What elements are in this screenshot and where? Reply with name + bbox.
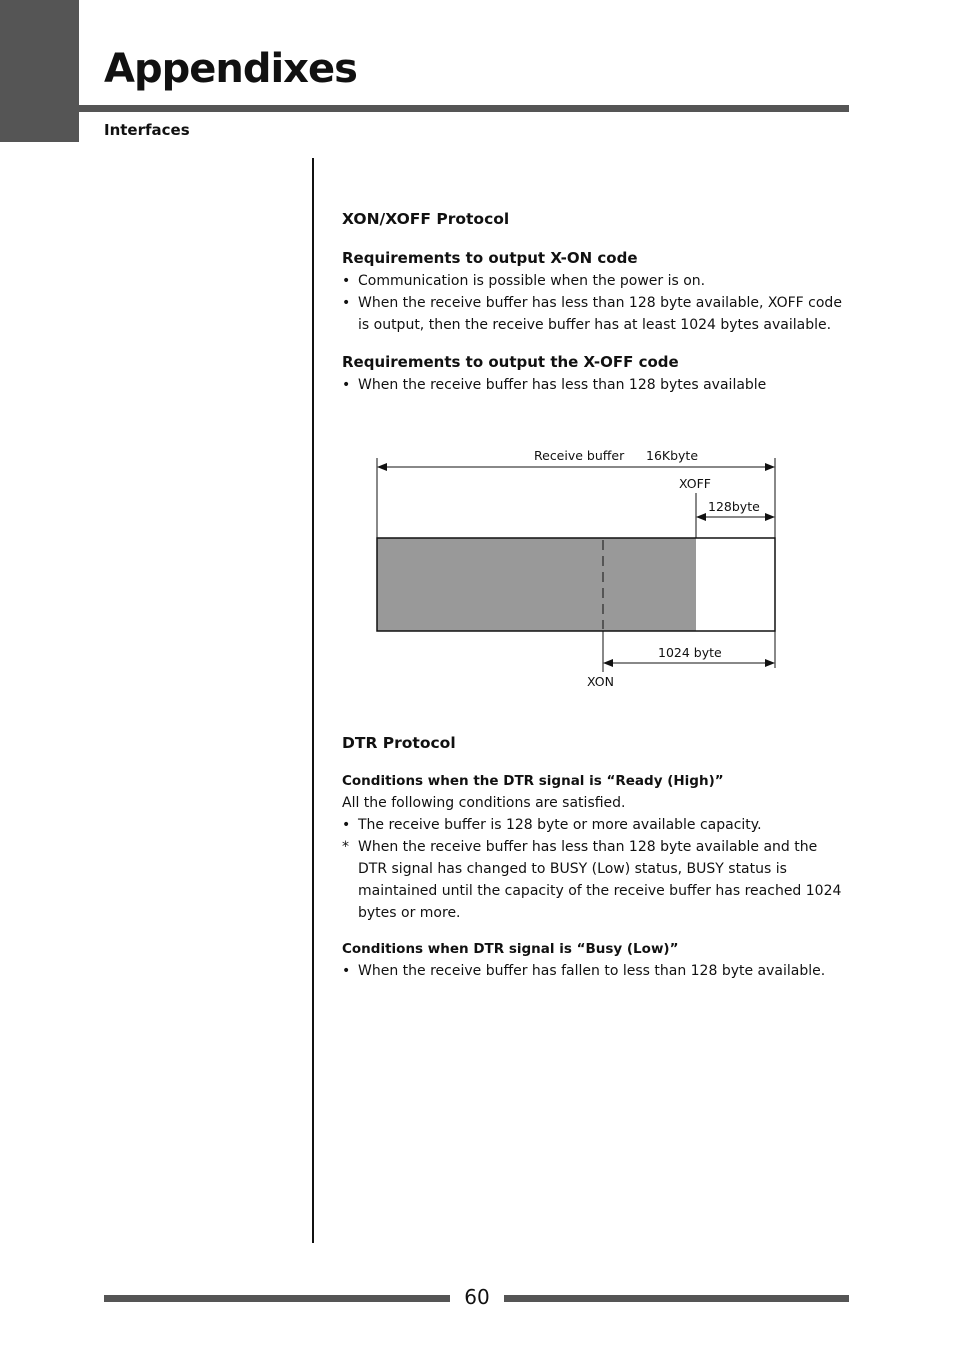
list-item: • When the receive buffer has less than 128 bytes available: [342, 374, 850, 396]
receive-buffer-label: Receive buffer: [534, 448, 625, 463]
dtr-heading: DTR Protocol: [342, 734, 456, 752]
dtr-busy-list: [342, 960, 850, 982]
xoff-requirements-heading: Requirements to output the X-OFF code: [342, 353, 679, 371]
asterisk-icon: *: [342, 839, 349, 855]
xon-requirements-heading: Requirements to output X-ON code: [342, 249, 638, 267]
title-rule: [79, 105, 849, 112]
page-title: Appendixes: [104, 46, 357, 92]
list-item: • When the receive buffer has less than 128 byte available, XOFF code is output, then the receive buffer has at least 1024 bytes available.: [342, 292, 850, 336]
corner-tab-block: [0, 0, 79, 142]
xon-requirements-list: [342, 270, 850, 336]
list-item: • The receive buffer is 128 byte or more available capacity.: [342, 814, 850, 836]
footer-rule-left: [104, 1295, 450, 1302]
column-divider: [312, 158, 314, 1243]
main-content: [342, 208, 850, 982]
xoff-label: XOFF: [679, 476, 711, 491]
list-item: • Communication is possible when the power is on.: [342, 270, 850, 292]
xoff-requirements-list: [342, 374, 850, 396]
footer-rule-right: [504, 1295, 849, 1302]
page-number: 60: [464, 1285, 490, 1309]
dtr-ready-list: [342, 814, 850, 924]
buffer-size-label: 16Kbyte: [646, 448, 699, 463]
xon-label: XON: [587, 674, 614, 689]
dtr-ready-heading: Conditions when the DTR signal is “Ready (High)”: [342, 773, 724, 789]
list-item: • When the receive buffer has fallen to less than 128 byte available.: [342, 960, 850, 982]
bullet-icon: •: [342, 377, 351, 393]
buffer-diagram: [342, 416, 850, 716]
filled-buffer-region: [377, 538, 696, 631]
bullet-icon: •: [342, 963, 351, 979]
bullet-icon: •: [342, 295, 351, 311]
xon-xoff-heading: XON/XOFF Protocol: [342, 210, 510, 228]
list-item: * When the receive buffer has less than 128 byte available and the DTR signal has changed to BUSY (Low) status, BUSY status is maintained until the capacity of the receive buffer has reached 1024 bytes or more.: [342, 836, 850, 924]
xoff-threshold-label: 128byte: [708, 499, 760, 514]
dtr-ready-intro: All the following conditions are satisfied.: [342, 795, 626, 811]
section-label: Interfaces: [104, 121, 190, 139]
xon-threshold-label: 1024 byte: [658, 645, 722, 660]
bullet-icon: •: [342, 817, 351, 833]
dtr-busy-heading: Conditions when DTR signal is “Busy (Low)”: [342, 941, 679, 957]
bullet-icon: •: [342, 273, 351, 289]
